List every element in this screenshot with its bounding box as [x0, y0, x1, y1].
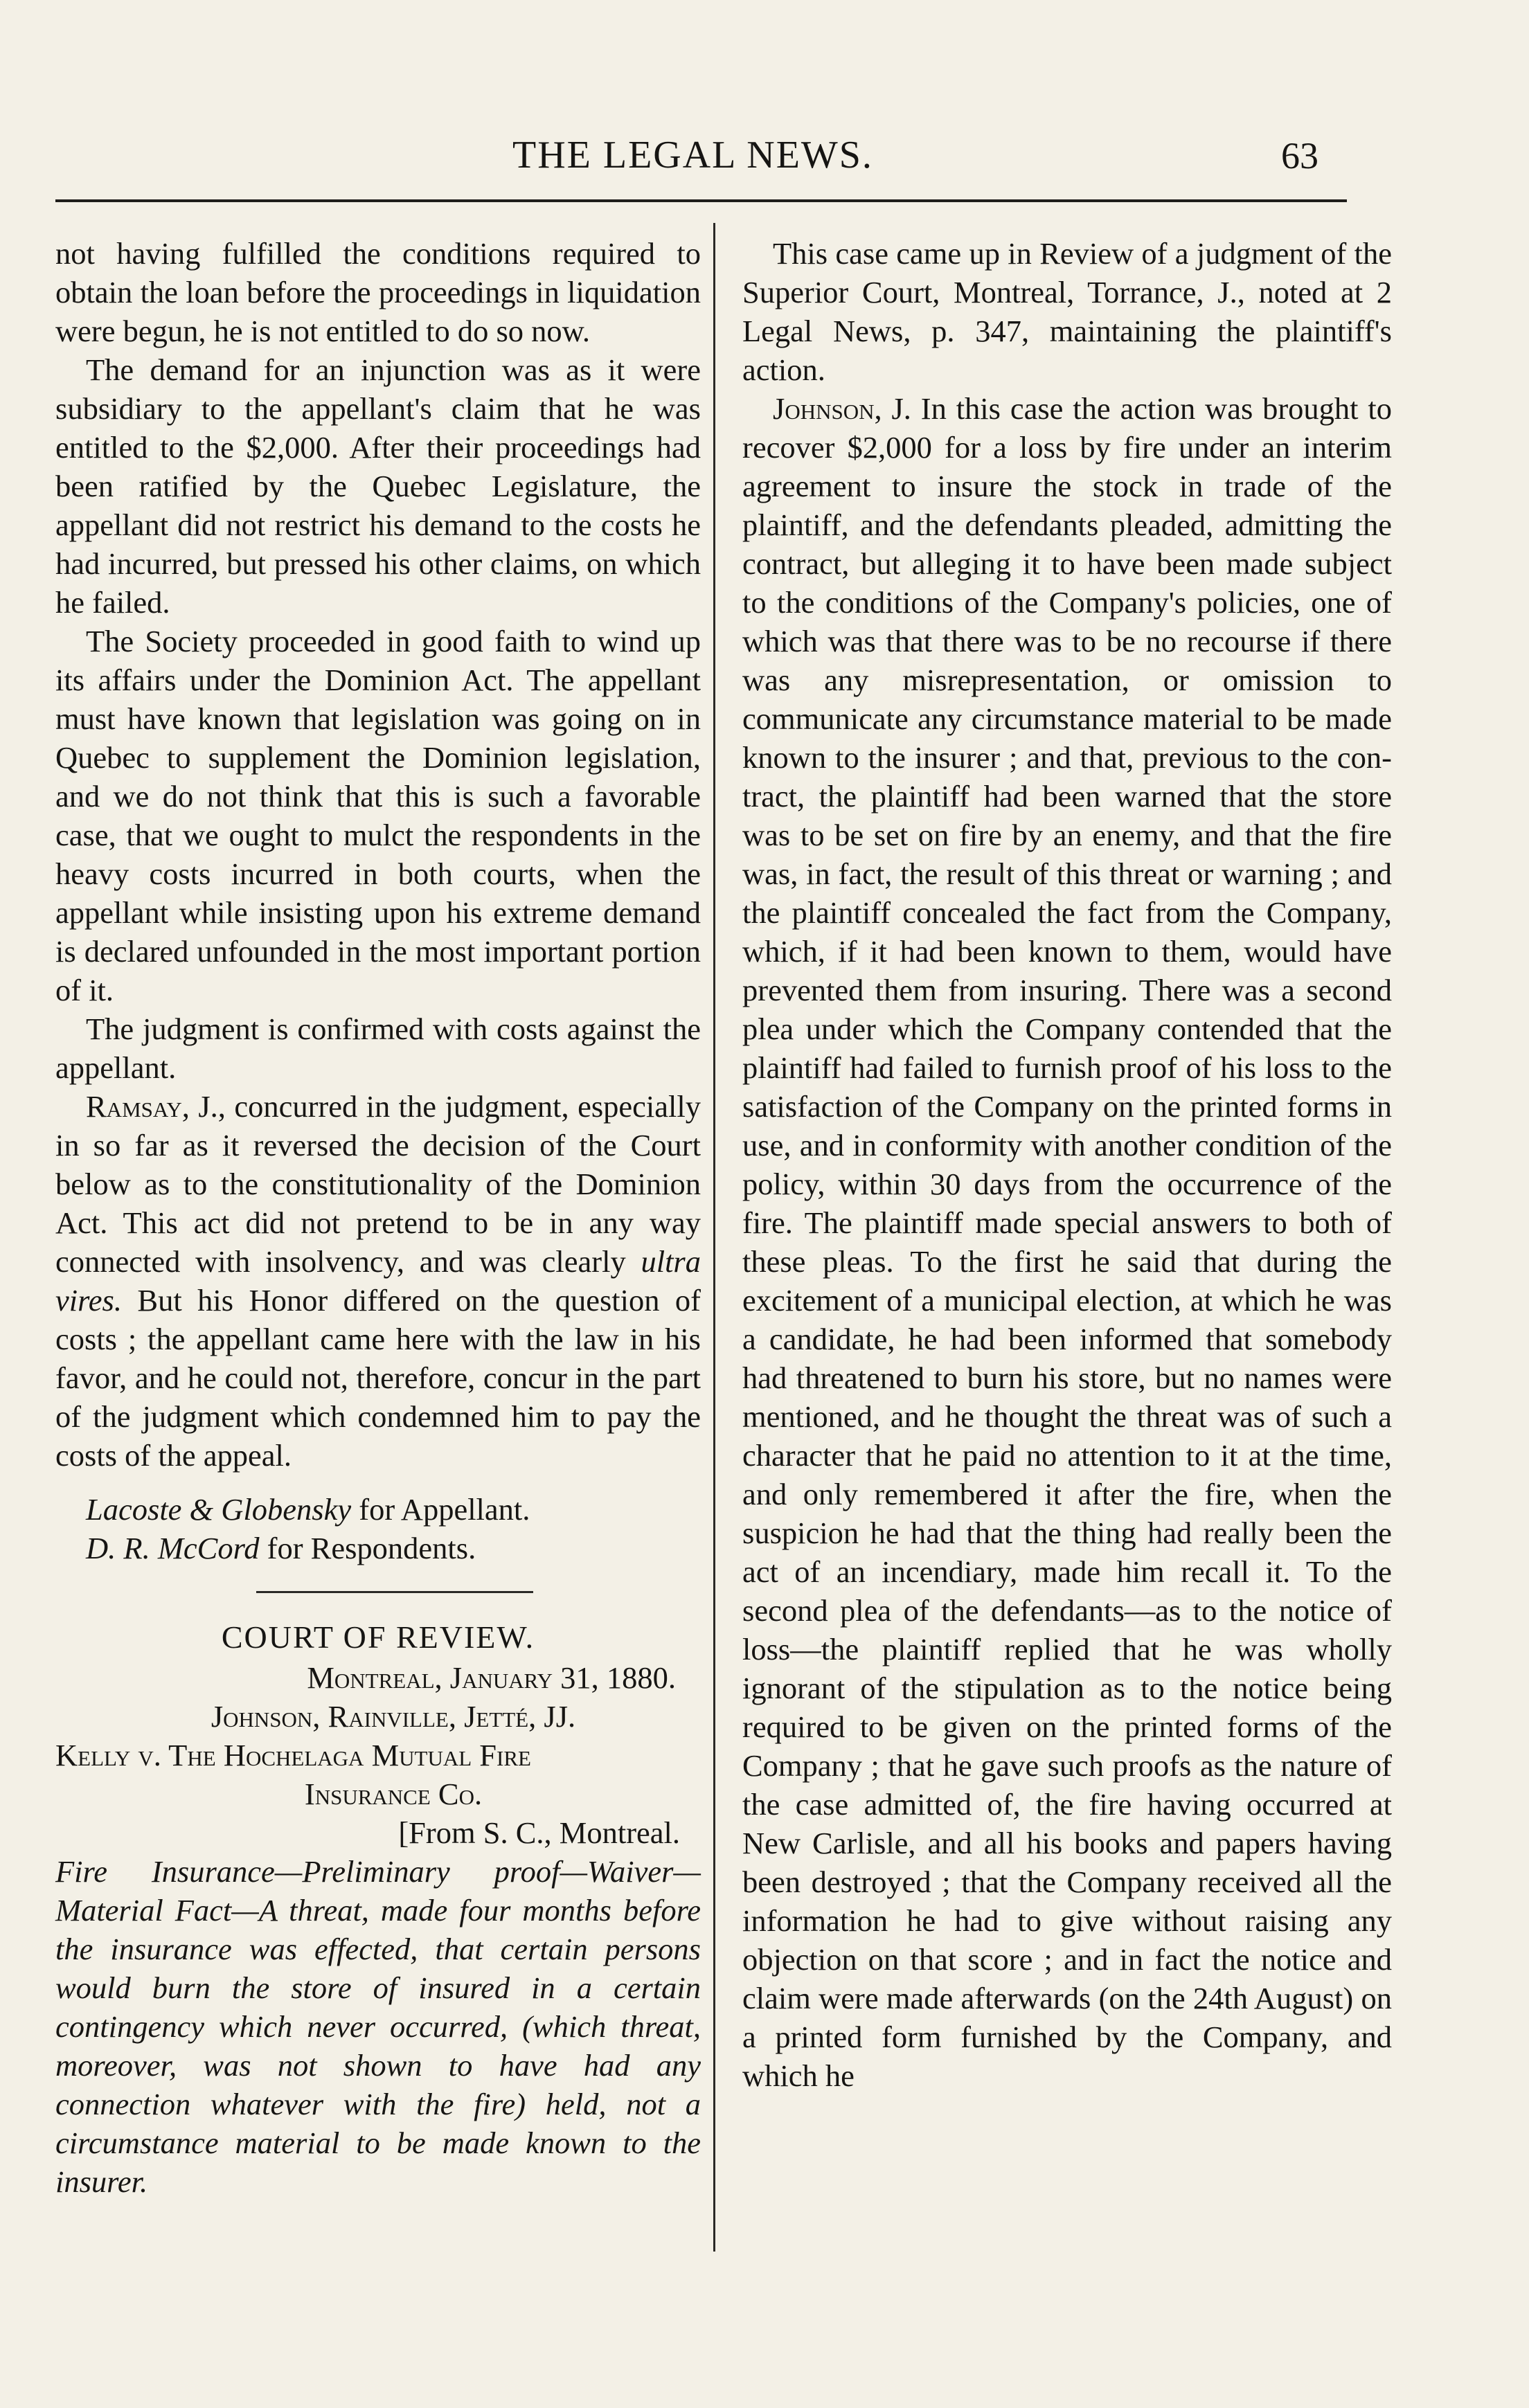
section-rule — [256, 1591, 533, 1593]
court-judges: Johnson, Rainville, Jetté, JJ. — [211, 1699, 576, 1734]
case-title-cont: Insurance Co. — [304, 1777, 483, 1811]
text-run: But his Honor differed on the question of costs ; the appellant came here with the law in his favor, and he could not, therefore, concur in the part of the judgment which condemned him to pay the costs of the appeal. — [55, 1283, 701, 1473]
court-date: Montreal, January 31, 1880. — [307, 1660, 676, 1695]
judge-name: Johnson, J. — [773, 391, 911, 426]
text-run: , concurred in the judgment, especially in so far as it reversed the decision of the Court below as to the constitutionality of the Dominion Act. This act did not pretend to be in any way connected with insolvency, and was clearly — [55, 1089, 701, 1279]
counsel-names: D. R. McCord — [86, 1531, 260, 1565]
paragraph: The demand for an injunction was as it were subsidiary to the appellant's claim that he was entitled to the $2,000. After their proceedings had been ratified by the Quebec Legislature, the appellant did not restrict his demand to the costs he had incurred, but pressed his other claims, on which he failed. — [55, 352, 701, 620]
counsel-role: for Respondents. — [259, 1531, 476, 1565]
case-source: [From S. C., Montreal. — [398, 1815, 680, 1850]
court-heading: COURT OF REVIEW. — [221, 1619, 535, 1655]
header-rule — [55, 199, 1347, 202]
headnote: Fire Insurance—Preliminary proof—Waiver—Material Fact—A threat, made four months before the insurance was effected, that certain persons would burn the store of insured in a certain contingency which never occurred, (which threat, moreover, was not shown to have had any connection whatever with the fire) held, not a circumstance material to be made known to the insurer. — [55, 1854, 701, 2199]
case-title: Kelly v. The Hochelaga Mutual Fire — [55, 1738, 531, 1772]
page-number: 63 — [1281, 135, 1318, 177]
paragraph — [742, 389, 1392, 2095]
counsel-line — [55, 1529, 701, 1567]
column-divider — [713, 223, 715, 2252]
right-column — [742, 234, 1392, 2095]
paragraph — [55, 1087, 701, 1475]
latin-phrase: ultra vires. — [55, 1244, 701, 1318]
paragraph: not having fulfilled the conditions required to obtain the loan before the proceedings in liquidation were begun, he is not entitled to do so now. — [55, 236, 701, 348]
text-run: In this case the action was brought to recover $2,000 for a loss by fire under an interim agreement to insure the stock in trade of the plaintiff, and the defendants pleaded, admitting the contract, but alleging it to have been made subject to the conditions of the Company's policies, one of which was that there was to be no recourse if there was any misrepresentation, or omission to communicate any circumstance material to be made known to the insurer ; and that, previous to the contract, the plaintiff had been warned that the store was to be set on fire by an enemy, and that the fire was, in fact, the result of this threat or warning ; and the plaintiff concealed the fact from the Company, which, if it had been known to them, would have prevented them from insuring. There was a second plea under which the Company contended that the plaintiff had failed to furnish proof of his loss to the satisfaction of the Company on the printed forms in use, and in conformity with another condition of the policy, within 30 days from the occurrence of the fire. The plaintiff made special answers to both of these pleas. To the first he said that during the excitement of a municipal election, at which he was a candidate, he had been informed that somebody had threatened to burn his store, but no names were mentioned, and he thought the threat was of such a character that he paid no attention to it at the time, and only remembered it after the fire, when the suspicion he had that the thing had really been the act of an incendiary, made him recall it. To the second plea of the defendants—as to the notice of loss—the plaintiff replied that he was wholly ignorant of the stipulation as to the notice being required to be given on the printed forms of the Company ; that he gave such proofs as the nature of the case admitted of, the fire having occurred at New Carlisle, and all his books and papers having been destroyed ; that the Company received all the information he had to give without raising any objection on that score ; and in fact the notice and claim were made afterwards (on the 24th August) on a printed form furnished by the Company, and which he — [742, 391, 1393, 2093]
judge-name: Ramsay, J. — [86, 1089, 218, 1124]
running-title: THE LEGAL NEWS. — [512, 134, 873, 177]
paragraph: This case came up in Review of a judgment of the Superior Court, Montreal, Torrance, J., noted at 2 Legal News, p. 347, maintaining the plaintiff's action. — [742, 236, 1392, 387]
left-column — [55, 234, 701, 2201]
counsel-role: for Appellant. — [351, 1492, 530, 1527]
counsel-line — [55, 1490, 701, 1529]
paragraph: The judgment is confirmed with costs against the appellant. — [55, 1012, 701, 1085]
paragraph: The Society proceeded in good faith to wind up its affairs under the Dominion Act. The appellant must have known that legislation was going on in Quebec to supplement the Dominion legislation, and we do not think that this is such a favorable case, that we ought to mulct the respondents in the heavy costs incurred in both courts, when the appellant while insisting upon his extreme demand is declared unfounded in the most important portion of it. — [55, 624, 701, 1007]
counsel-names: Lacoste & Globensky — [86, 1492, 352, 1527]
